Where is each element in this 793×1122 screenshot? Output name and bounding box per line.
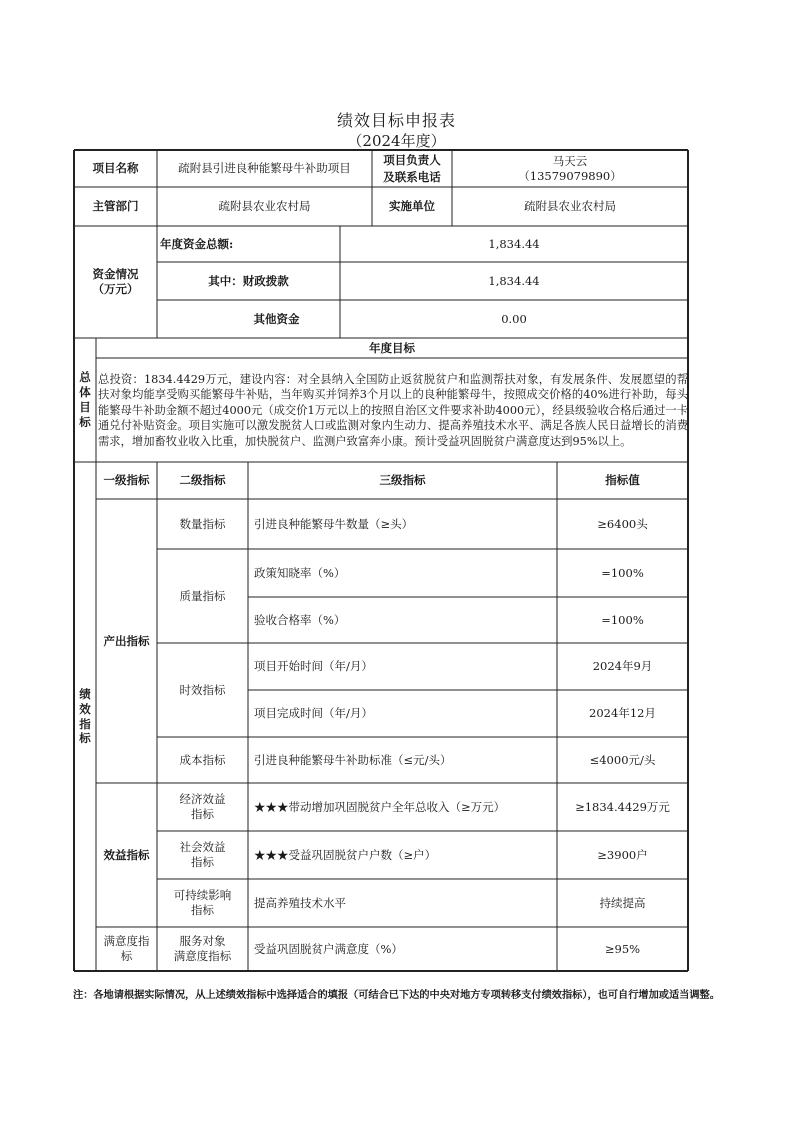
contact-name: 马天云 (552, 153, 588, 168)
impl-value: 疏附县农业农村局 (524, 199, 616, 214)
sustainable-label: 可持续影响 指标 (173, 888, 232, 917)
dept-label: 主管部门 (92, 199, 139, 214)
social-label: 社会效益 指标 (179, 840, 226, 869)
project-name-value: 疏附县引进良种能繁母牛补助项目 (178, 161, 351, 176)
timeliness-item-name-1: 项目开始时间（年/月） (254, 659, 373, 674)
header-value: 指标值 (605, 473, 640, 488)
benefit-label: 效益指标 (103, 847, 150, 862)
satisfaction-item-value: ≥95% (604, 941, 641, 956)
goal-header: 年度目标 (369, 340, 415, 355)
sustainable-item-name: 提高养殖技术水平 (254, 895, 346, 910)
funds-other-value: 0.00 (501, 311, 527, 326)
impl-label: 实施单位 (389, 199, 435, 214)
economic-item-value: ≥1834.4429万元 (575, 799, 670, 814)
funds-total-label: 年度资金总额: (160, 236, 234, 251)
quality-item-value-2: =100% (601, 612, 644, 627)
footnote: 注：各地请根据实际情况，从上述绩效指标中选择适合的填报（可结合已下达的中央对地方专项转移支付绩效指标），也可自行增加或适当调整。 (73, 989, 720, 1001)
quality-item-name-1: 政策知晓率（%） (254, 565, 346, 580)
timeliness-item-name-2: 项目完成时间（年/月） (254, 706, 373, 721)
economic-label: 经济效益 指标 (179, 792, 226, 821)
form-year: （2024年度） (347, 132, 446, 150)
header-level3: 三级指标 (379, 473, 426, 488)
contact-value (452, 150, 688, 187)
contact-label: 项目负责人及联系电话 (383, 152, 441, 184)
quality-label: 质量指标 (179, 588, 226, 603)
indicators-side-label: 绩 效 指 标 (79, 686, 91, 746)
header-level1: 一级指标 (103, 473, 150, 488)
timeliness-item-value-2: 2024年12月 (589, 706, 656, 721)
quality-item-value-1: =100% (601, 565, 644, 580)
service-satisfaction-label: 服务对象 满意度指标 (173, 934, 232, 963)
quantity-label: 数量指标 (179, 516, 226, 531)
social-item-value: ≥3900户 (597, 847, 648, 862)
dept-value: 疏附县农业农村局 (218, 199, 311, 214)
economic-item-name: ★★★带动增加巩固脱贫户全年总收入（≥万元） (254, 799, 506, 814)
form-title: 绩效目标申报表 (336, 111, 456, 130)
contact-phone: （13579079890） (518, 168, 622, 183)
satisfaction-item-name: 受益巩固脱贫户满意度（%） (254, 941, 403, 956)
funds-total-value: 1,834.44 (488, 236, 540, 251)
funds-fiscal-value: 1,834.44 (488, 273, 540, 288)
funds-fiscal-label: 其中：财政拨款 (208, 273, 289, 288)
cost-label: 成本指标 (179, 752, 226, 767)
cost-item-name: 引进良种能繁母牛补助标准（≤元/头） (254, 752, 452, 767)
goal-side-label: 总 体 目 标 (79, 370, 91, 429)
satisfaction-label: 满意度指 标 (103, 934, 150, 963)
cost-item-value: ≤4000元/头 (589, 752, 656, 767)
quantity-item-value: ≥6400头 (597, 516, 648, 531)
output-label: 产出指标 (103, 633, 150, 648)
timeliness-label: 时效指标 (179, 682, 226, 697)
sustainable-item-value: 持续提高 (599, 895, 646, 910)
goal-text: 总投资：1834.4429万元，建设内容：对全县纳入全国防止返贫脱贫户和监测帮扶对象，有发展条件、发展愿望的帮扶对象均能享受购买能繁母牛补贴，当年购买并饲养3个月以上的良种能繁母牛，按照成交价格的40%进行补助，每头能繁母牛补助金额不超过4000元（成交价1万元以上的按照自治区文件要求补助4000元），经县级验收合格后通过一卡通兑付补贴资金。项目实施可以激发脱贫人口或监测对象内生动力、提高养殖技术水平、满足各族人民日益增长的消费需求，增加畜牧业收入比重，加快脱贫户、监测户致富奔小康。预计受益巩固脱贫户满意度达到95%以上。 (98, 373, 688, 448)
quantity-item-name: 引进良种能繁母牛数量（≥头） (254, 516, 414, 531)
funds-label: 资金情况 （万元） (92, 267, 139, 296)
quality-item-name-2: 验收合格率（%） (254, 612, 346, 627)
social-item-name: ★★★受益巩固脱贫户户数（≥户） (254, 847, 437, 862)
timeliness-item-value-1: 2024年9月 (592, 659, 653, 674)
funds-other-label: 其他资金 (253, 311, 300, 326)
project-name-label: 项目名称 (92, 161, 139, 176)
header-level2: 二级指标 (179, 473, 226, 488)
